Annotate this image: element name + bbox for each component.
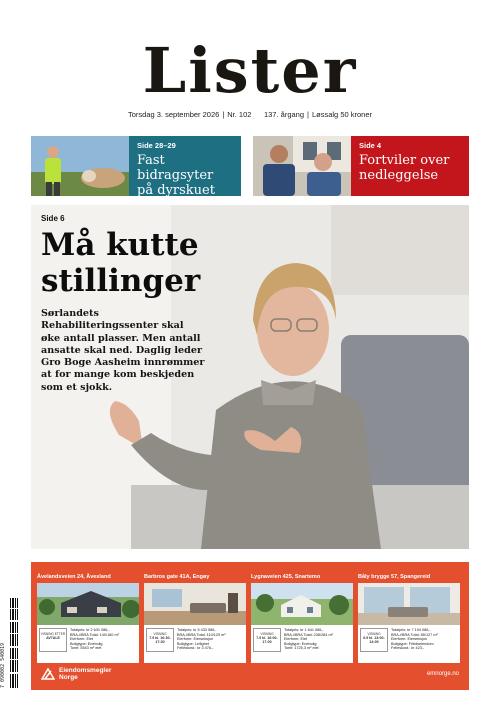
listing-address: Barbros gate 41A, Engøy bbox=[144, 571, 246, 583]
ad-brand: Eiendomsmegler Norge bbox=[41, 667, 111, 681]
brand-logo-icon bbox=[41, 667, 55, 681]
teaser-dyrskuet[interactable] bbox=[31, 136, 241, 196]
ad-url[interactable]: emnorge.no bbox=[426, 671, 459, 677]
listing-photo bbox=[144, 583, 246, 625]
listing-facts: Totalpris: kr 1 641 086,- BRA-i/BRA Total: 238/284 m² Eierform: Eiet Boligtype: Enebolig Tomt: 1725,3 m² eiet bbox=[284, 628, 333, 651]
real-estate-ad[interactable] bbox=[31, 562, 469, 690]
listing-address: Åvelandsveien 24, Åvesland bbox=[37, 571, 139, 583]
listing-facts: Totalpris: kr 5 433 586,- BRA-i/BRA Total: 110/129 m² Eierform: Eierseksjon Boligtype: Leilighet Felleskost.: kr 3 476,- bbox=[177, 628, 226, 651]
listing-photo bbox=[251, 583, 353, 625]
price: Løssalg 50 kroner bbox=[311, 110, 372, 119]
listing-card[interactable] bbox=[144, 571, 246, 663]
listing-card[interactable] bbox=[37, 571, 139, 663]
teaser-kicker: Side 4 bbox=[359, 141, 382, 150]
masthead-logo: Lister bbox=[142, 34, 358, 107]
teaser-photo-two-men bbox=[253, 136, 351, 196]
viewing-badge: VISNING 7.9 kl. 16:00-17:00 bbox=[253, 628, 281, 652]
listing-card[interactable] bbox=[251, 571, 353, 663]
main-story[interactable] bbox=[31, 205, 469, 549]
teaser-kicker: Side 28–29 bbox=[137, 141, 176, 150]
main-lede: Sørlandets Rehabiliteringssenter skal øke antall plasser. Men antall ansatte skal ned. Daglig leder Gro Boge Aasheim innrømmer at for mange kom beskjeden som et sjokk. bbox=[41, 308, 205, 393]
viewing-badge: VISNING 6.9 kl. 13:00-14:00 bbox=[360, 628, 388, 652]
listing-card[interactable] bbox=[358, 571, 460, 663]
listing-address: Båly brygge 57, Spangereid bbox=[358, 571, 460, 583]
barcode-number: 7 090002 540019 bbox=[0, 642, 6, 688]
dateline: Torsdag 3. september 2026 | Nr. 102 137. årgang | Løssalg 50 kroner bbox=[128, 110, 372, 119]
listing-photo bbox=[37, 583, 139, 625]
main-kicker: Side 6 bbox=[41, 214, 65, 223]
listing-facts: Totalpris: kr 2 631 086,- BRA-i/BRA Total: 140/160 m² Eierform: Eiet Boligtype: Enebolig Tomt: 5543 m² eiet bbox=[70, 628, 119, 651]
teaser-headline: Fast bidragsyter på dyrskuet bbox=[137, 153, 215, 198]
teaser-nedleggelse[interactable] bbox=[253, 136, 469, 196]
issue-number: Nr. 102 bbox=[227, 110, 252, 119]
listing-facts: Totalpris: kr 7 194 086,- BRA-i/BRA Total: 85/127 m² Eierform: Eierseksjon Boligtype: Fritidseiendom Felleskost.: kr 423,- bbox=[391, 628, 438, 651]
listing-address: Lygnaveien 425, Snartemo bbox=[251, 571, 353, 583]
issue-date: Torsdag 3. september 2026 bbox=[128, 110, 220, 119]
main-headline: Må kutte stillinger bbox=[41, 227, 201, 299]
listing-photo bbox=[358, 583, 460, 625]
viewing-badge: VISNING 7.9 kl. 16:30-17:30 bbox=[146, 628, 174, 652]
volume: 137. årgang bbox=[263, 110, 305, 119]
teaser-photo-farmer bbox=[31, 136, 129, 196]
teaser-headline: Fortviler over nedleggelse bbox=[359, 153, 450, 183]
viewing-badge: VISNING ETTER AVTALE bbox=[39, 628, 67, 652]
